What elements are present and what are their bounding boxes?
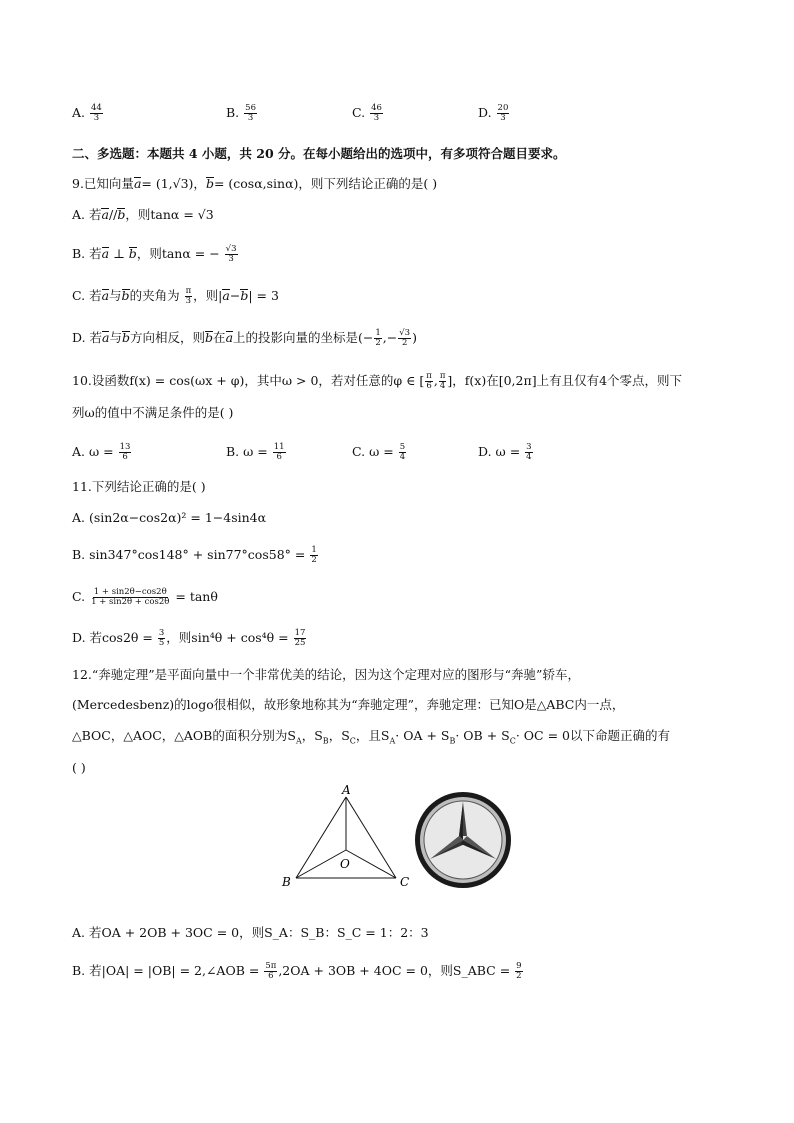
q9-option-b: B. 若a ⊥ b，则tanα = − $\frac{√3}{3}$ — [72, 244, 237, 264]
q8-option-a: A. $\frac{44}{3}$ — [72, 103, 102, 123]
segment-oc — [346, 850, 396, 878]
fraction: $\frac{\pi}{4}$ — [439, 371, 446, 391]
q12-line2: (Mercedesbenz)的logo很相似，故形象地称其为“奔驰定理”，奔驰定理：已知O是△ABC内一点， — [72, 697, 625, 712]
fraction: $\frac{\pi}{3}$ — [185, 286, 192, 306]
q10-option-a: A. ω = $\frac{13}{6}$ — [72, 442, 131, 462]
q12-option-a: A. 若OA + 2OB + 3OC = 0，则S_A：S_B：S_C = 1：2：3 — [72, 925, 429, 940]
fraction: $\frac{1}{2}$ — [375, 328, 381, 348]
label-a: A — [342, 783, 351, 797]
fraction: $\frac{13}{6}$ — [119, 442, 131, 462]
q11-option-a: A. (sin2α−cos2α)² = 1−4sin4α — [72, 510, 267, 525]
q9-option-d: D. 若a与b方向相反，则b在a上的投影向量的坐标是(− $\frac{1}{2}$ ,− $\frac{√3}{2}$ ) — [72, 328, 417, 348]
fraction: $\frac{√3}{2}$ — [399, 328, 411, 348]
q9-option-c: C. 若a与b的夹角为 $\frac{\pi}{3}$ ，则|a−b| = 3 — [72, 286, 279, 306]
q8-option-c: C. $\frac{46}{3}$ — [352, 103, 382, 123]
triangle-diagram — [281, 783, 409, 889]
q12-option-b: B. 若|OA| = |OB| = 2,∠AOB = $\frac{5\pi}{6}$ ,2OA + 3OB + 4OC = 0，则S_ABC = $\frac{9}{2}$ — [72, 961, 522, 981]
fraction: $\frac{44}{3}$ — [91, 103, 102, 123]
fraction: $\frac{√3}{3}$ — [225, 244, 237, 264]
segment-ob — [296, 850, 346, 878]
q11-option-b: B. sin347°cos148° + sin77°cos58° = $\frac{1}{2}$ — [72, 545, 317, 565]
q11-option-d: D. 若cos2θ = $\frac{3}{5}$ ，则sin⁴θ + cos⁴θ = $\frac{17}{25}$ — [72, 628, 306, 648]
edge-ab — [296, 797, 346, 878]
fraction: $\frac{56}{3}$ — [245, 103, 256, 123]
fraction: $\frac{46}{3}$ — [371, 103, 382, 123]
q9-stem: 9.已知向量a= (1,√3)，b= (cosα,sinα)，则下列结论正确的是( ) — [72, 176, 438, 191]
fraction: $\frac{1 + \sin 2\theta-\cos 2\theta}{1 + \sin 2\theta + \cos 2\theta}$ — [91, 587, 170, 607]
q9-option-a: A. 若a//b，则tanα = √3 — [72, 207, 214, 222]
q8-option-b: B. $\frac{56}{3}$ — [226, 103, 256, 123]
edge-ac — [346, 797, 396, 878]
q11-option-c: C. $\frac{1 + \sin 2\theta-\cos 2\theta}{1 + \sin 2\theta + \cos 2\theta}$ = tanθ — [72, 587, 218, 607]
fraction: $\frac{11}{6}$ — [273, 442, 285, 462]
q10-stem-line2: 列ω的值中不满足条件的是( ) — [72, 405, 234, 420]
label-c: C — [400, 875, 410, 889]
fraction: $\frac{17}{25}$ — [294, 628, 306, 648]
q12-line4: ( ) — [72, 760, 86, 775]
mercedes-logo-icon — [415, 792, 511, 888]
fraction: $\frac{9}{2}$ — [516, 961, 522, 981]
q10-option-b: B. ω = $\frac{11}{6}$ — [226, 442, 285, 462]
q12-line1: 12.“奔驰定理”是平面向量中一个非常优美的结论，因为这个定理对应的图形与“奔驰”轿车， — [72, 667, 580, 682]
section-heading: 二、多选题：本题共 4 小题，共 20 分。在每小题给出的选项中，有多项符合题目要求。 — [72, 146, 566, 161]
q10-stem-line1: 10.设函数f(x) = cos(ωx + φ)，其中ω > 0，若对任意的φ ∈ [ $\frac{\pi}{6}$ , $\frac{\pi}{4}$ ]，f(x)在[0,2π]上有且仅有4个零点，则下 — [72, 371, 683, 391]
q10-option-d: D. ω = $\frac{3}{4}$ — [478, 442, 532, 462]
fraction: $\frac{1}{2}$ — [311, 545, 317, 565]
fraction: $\frac{5}{4}$ — [399, 442, 406, 462]
q10-option-c: C. ω = $\frac{5}{4}$ — [352, 442, 406, 462]
q12-line3: △BOC，△AOC，△AOB的面积分别为$S_A$，$S_B$，$S_C$，且$S_A\cdot$ OA + $S_B\cdot$ OB + $S_C\cdot$ OC = 0以下命题正确的有 — [72, 728, 670, 746]
fraction: $\frac{3}{4}$ — [526, 442, 532, 462]
label-o: O — [340, 857, 350, 871]
q11-stem: 11.下列结论正确的是( ) — [72, 479, 206, 494]
fraction: $\frac{\pi}{6}$ — [426, 371, 432, 391]
fraction: $\frac{3}{5}$ — [158, 628, 165, 648]
q12-figure — [270, 782, 520, 894]
fraction: $\frac{20}{3}$ — [497, 103, 509, 123]
fraction: $\frac{5\pi}{6}$ — [265, 961, 277, 981]
q8-option-d: D. $\frac{20}{3}$ — [478, 103, 509, 123]
label-b: B — [282, 875, 291, 889]
